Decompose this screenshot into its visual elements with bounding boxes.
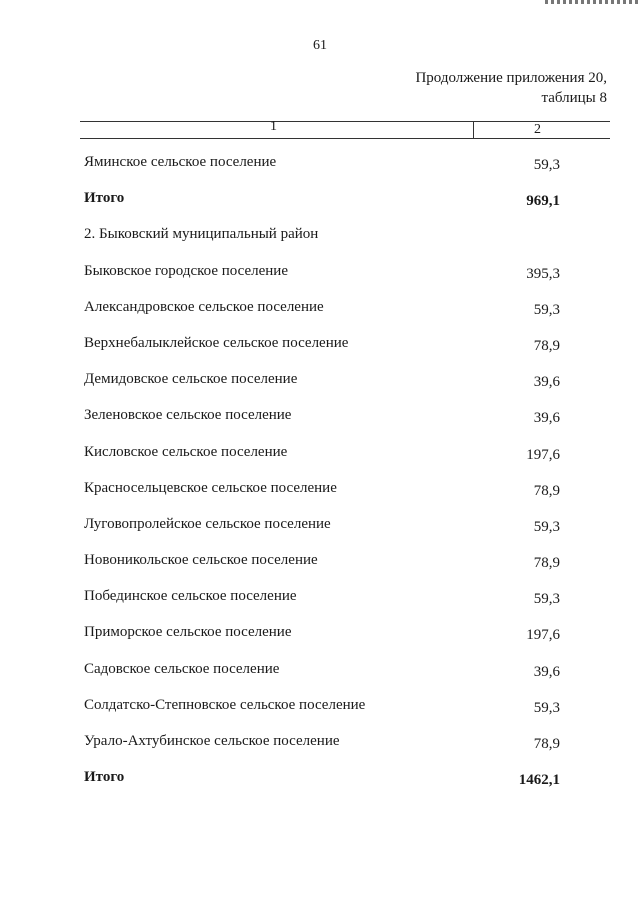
- page-number: 61: [313, 38, 327, 53]
- row-value: 59,3: [533, 699, 560, 716]
- table-row: [84, 263, 560, 299]
- header-rule-top: [80, 121, 610, 122]
- header-rule-bottom: [80, 138, 610, 139]
- row-name: Побединское сельское поселение: [84, 588, 297, 605]
- column-header-2: 2: [534, 122, 541, 137]
- scan-corner-mark: [545, 0, 640, 4]
- row-value: 197,6: [526, 627, 560, 644]
- table-row-total: [84, 190, 560, 226]
- row-name: Приморское сельское поселение: [84, 624, 292, 641]
- row-value: 197,6: [526, 446, 560, 463]
- table-row: [84, 516, 560, 552]
- row-value: 78,9: [533, 482, 560, 499]
- row-name: Александровское сельское поселение: [84, 298, 324, 315]
- row-value: 39,6: [533, 663, 560, 680]
- continuation-line-2: таблицы 8: [541, 90, 607, 106]
- table-column-header: [80, 117, 610, 141]
- row-value: 59,3: [533, 301, 560, 318]
- row-value: 969,1: [526, 193, 560, 210]
- row-name: Быковское городское поселение: [84, 262, 288, 279]
- row-name: Солдатско-Степновское сельское поселение: [84, 696, 366, 713]
- row-value: 78,9: [533, 555, 560, 572]
- table-row: [84, 697, 560, 733]
- table-row: [84, 552, 560, 588]
- row-name: Яминское сельское поселение: [84, 154, 277, 170]
- row-name: Луговопролейское сельское поселение: [84, 515, 331, 532]
- row-value: 59,3: [533, 518, 560, 535]
- continuation-note: [415, 68, 607, 108]
- continuation-line-1: Продолжение приложения 20,: [415, 70, 607, 86]
- table-row: [84, 226, 560, 262]
- column-divider: [473, 121, 474, 139]
- table-row: [84, 480, 560, 516]
- table-row: [84, 335, 560, 371]
- row-name: Садовское сельское поселение: [84, 660, 280, 677]
- row-name: 2. Быковский муниципальный район: [84, 226, 319, 243]
- table-row: [84, 407, 560, 443]
- row-value: 78,9: [533, 736, 560, 752]
- row-name: Новоникольское сельское поселение: [84, 552, 318, 569]
- table-row-total: [84, 769, 560, 805]
- row-name: Верхнебалыклейское сельское поселение: [84, 334, 349, 351]
- row-value: 1462,1: [518, 772, 560, 789]
- row-value: 78,9: [533, 337, 560, 354]
- column-header-1: 1: [270, 119, 277, 134]
- row-value: 59,3: [533, 591, 560, 608]
- table-row: [84, 444, 560, 480]
- row-name: Итого: [84, 190, 125, 207]
- row-name: Демидовское сельское поселение: [84, 371, 298, 388]
- table-row: [84, 154, 560, 190]
- row-name: Кисловское сельское поселение: [84, 443, 288, 460]
- row-name: Зеленовское сельское поселение: [84, 407, 292, 424]
- table-row: [84, 624, 560, 660]
- row-name: Итого: [84, 769, 125, 786]
- table-row: [84, 371, 560, 407]
- table-row: [84, 588, 560, 624]
- table-row: [84, 733, 560, 769]
- table-row: [84, 661, 560, 697]
- row-value: 59,3: [533, 157, 560, 173]
- row-name: Урало-Ахтубинское сельское поселение: [84, 733, 340, 749]
- row-value: 395,3: [526, 265, 560, 282]
- row-value: 39,6: [533, 410, 560, 427]
- table-body: [84, 154, 560, 805]
- row-name: Красносельцевское сельское поселение: [84, 479, 337, 496]
- table-row: [84, 299, 560, 335]
- row-value: 39,6: [533, 374, 560, 391]
